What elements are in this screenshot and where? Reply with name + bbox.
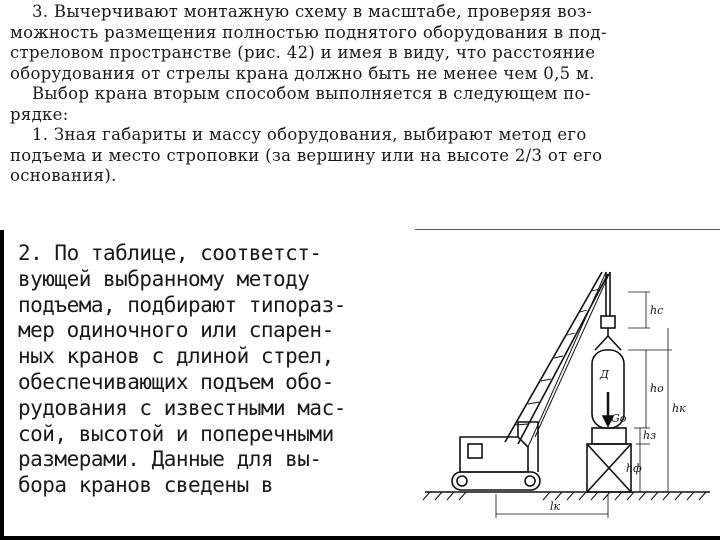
paragraph-3-line-2: можность размещения полностью поднятого оборудования в под-: [10, 22, 607, 42]
paragraph-3-line-1: 3. Вычерчивают монтажную схему в масштабе, проверяя воз-: [32, 2, 593, 21]
label-ho: hо: [650, 382, 664, 395]
label-hf: hф: [626, 462, 642, 475]
lower-text-block: [18, 241, 400, 499]
lower-line: ных кранов с длиной стрел,: [18, 344, 334, 369]
crane-track: [452, 472, 540, 490]
lower-line: мер одиночного или спарен-: [18, 318, 334, 343]
label-hz: hз: [643, 429, 657, 442]
crane-diagram: [410, 232, 720, 538]
frame-left-border: [0, 230, 4, 540]
lower-line: подъема, подбирают типораз-: [18, 292, 346, 317]
crane-boom: [505, 272, 602, 442]
lower-line: вующей выбранному методу: [18, 266, 310, 291]
paragraph-1-line-1: 1. Зная габариты и массу оборудования, выбирают метод его: [32, 125, 587, 144]
upper-text-block: [10, 2, 715, 187]
hook-block: [601, 316, 615, 328]
lower-line: рудования с известными мас-: [18, 395, 346, 420]
lower-line: 2. По таблице, соответст-: [18, 241, 322, 265]
crane-body: [460, 437, 528, 472]
paragraph-method-line-1: Выбор крана вторым способом выполняется в следующем по-: [32, 84, 591, 103]
paragraph-1-line-3: основания).: [10, 166, 117, 185]
label-hk: hк: [672, 402, 686, 415]
label-hc: hс: [650, 304, 664, 317]
label-d: Д: [600, 368, 609, 381]
paragraph-3-line-3: стреловом пространстве (рис. 42) и имея в виду, что расстояние: [10, 43, 596, 62]
boom-lattice: [515, 289, 599, 425]
paragraph-1-line-2: подъема и место строповки (за вершину или на высоте 2/3 от его: [10, 145, 603, 165]
cab-window: [468, 444, 482, 458]
ground-hatching: [423, 492, 706, 500]
lower-line: размерами. Данные для вы-: [18, 447, 322, 472]
label-lk: lк: [550, 500, 561, 513]
paragraph-method-line-2: рядке:: [10, 104, 69, 124]
lower-line: бора кранов сведены в: [18, 473, 274, 498]
label-go: Gо: [611, 412, 627, 425]
lower-line: обеспечивающих подъем обо-: [18, 369, 334, 394]
paragraph-3-line-4: оборудования от стрелы крана должно быть не менее чем 0,5 м.: [10, 63, 595, 83]
separator-line: [415, 229, 720, 230]
lower-line: сой, высотой и поперечными: [18, 421, 334, 446]
